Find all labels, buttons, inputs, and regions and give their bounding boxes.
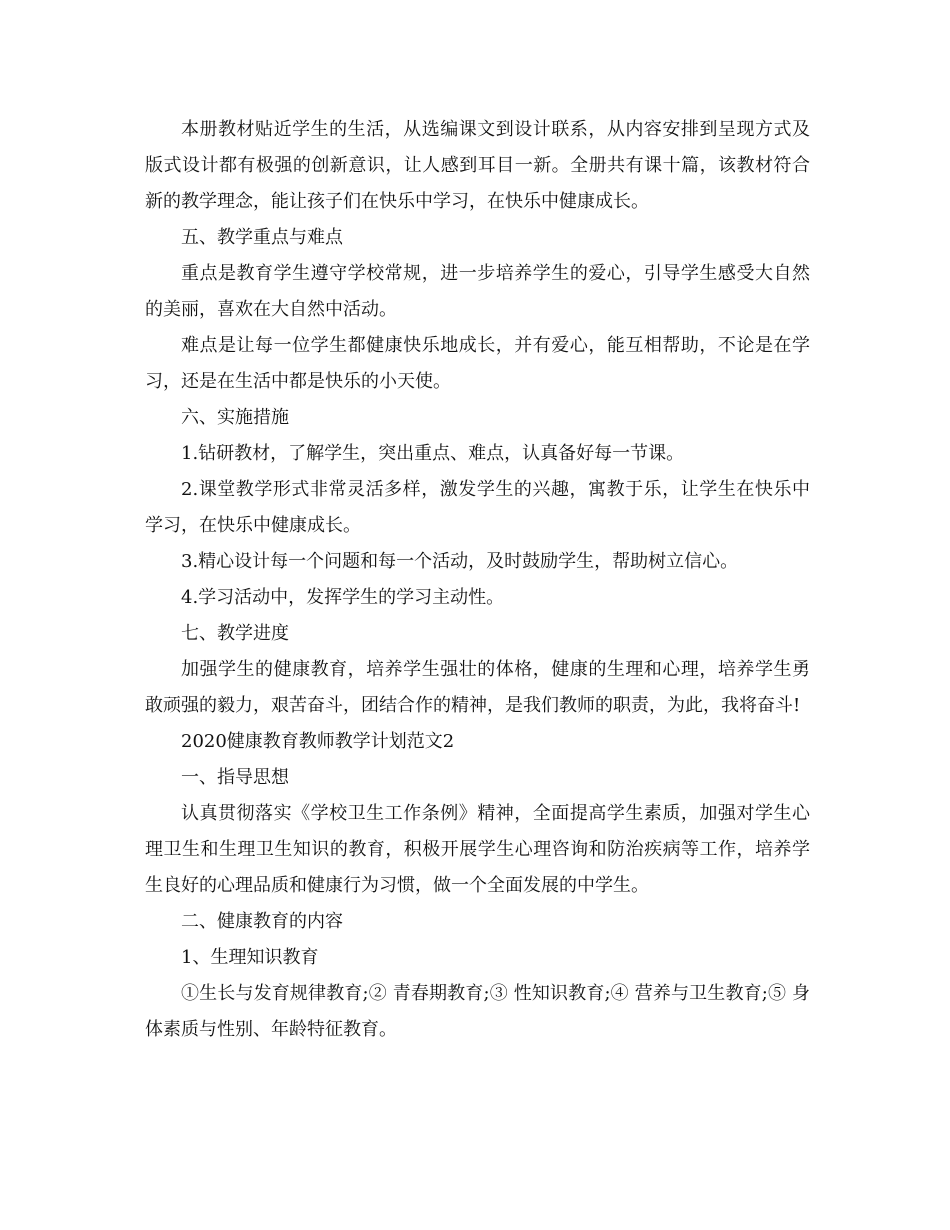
list-item-measure-4: 4.学习活动中，发挥学生的学习主动性。 (181, 587, 505, 608)
heading-guiding-ideology: 一、指导思想 (181, 767, 289, 788)
paragraph-key-point: 重点是教育学生遵守学校常规，进一步培养学生的爱心，引导学生感受大自然的美丽，喜欢在大自然中活动。 (145, 263, 810, 320)
section-title-sample-2: 2020健康教育教师教学计划范文2 (181, 731, 455, 752)
subheading-physiology: 1、生理知识教育 (181, 947, 319, 968)
paragraph-textbook-intro: 本册教材贴近学生的生活，从选编课文到设计联系，从内容安排到呈现方式及版式设计都有极强的创新意识，让人感到耳目一新。全册共有课十篇，该教材符合新的教学理念，能让孩子们在快乐中学习，在快乐中健康成长。 (145, 119, 810, 212)
heading-key-points: 五、教学重点与难点 (181, 227, 343, 248)
paragraph-progress: 加强学生的健康教育，培养学生强壮的体格，健康的生理和心理，培养学生勇敢顽强的毅力，艰苦奋斗，团结合作的精神，是我们教师的职责，为此，我将奋斗! (145, 659, 810, 716)
list-item-measure-1: 1.钻研教材，了解学生，突出重点、难点，认真备好每一节课。 (181, 443, 685, 464)
paragraph-physiology-items: ①生长与发育规律教育;② 青春期教育;③ 性知识教育;④ 营养与卫生教育;⑤ 身体素质与性别、年龄特征教育。 (145, 983, 810, 1040)
heading-measures: 六、实施措施 (181, 407, 289, 428)
heading-education-content: 二、健康教育的内容 (181, 911, 343, 932)
list-item-measure-3: 3.精心设计每一个问题和每一个活动，及时鼓励学生，帮助树立信心。 (181, 551, 739, 572)
paragraph-difficulty: 难点是让每一位学生都健康快乐地成长，并有爱心，能互相帮助，不论是在学习，还是在生活中都是快乐的小天使。 (145, 335, 810, 392)
document-body (145, 112, 810, 1048)
heading-progress: 七、教学进度 (181, 623, 289, 644)
list-item-measure-2: 2.课堂教学形式非常灵活多样，激发学生的兴趣，寓教于乐，让学生在快乐中学习，在快乐中健康成长。 (145, 479, 810, 536)
paragraph-guiding-ideology: 认真贯彻落实《学校卫生工作条例》精神，全面提高学生素质，加强对学生心理卫生和生理卫生知识的教育，积极开展学生心理咨询和防治疾病等工作，培养学生良好的心理品质和健康行为习惯，做一个全面发展的中学生。 (145, 803, 810, 896)
